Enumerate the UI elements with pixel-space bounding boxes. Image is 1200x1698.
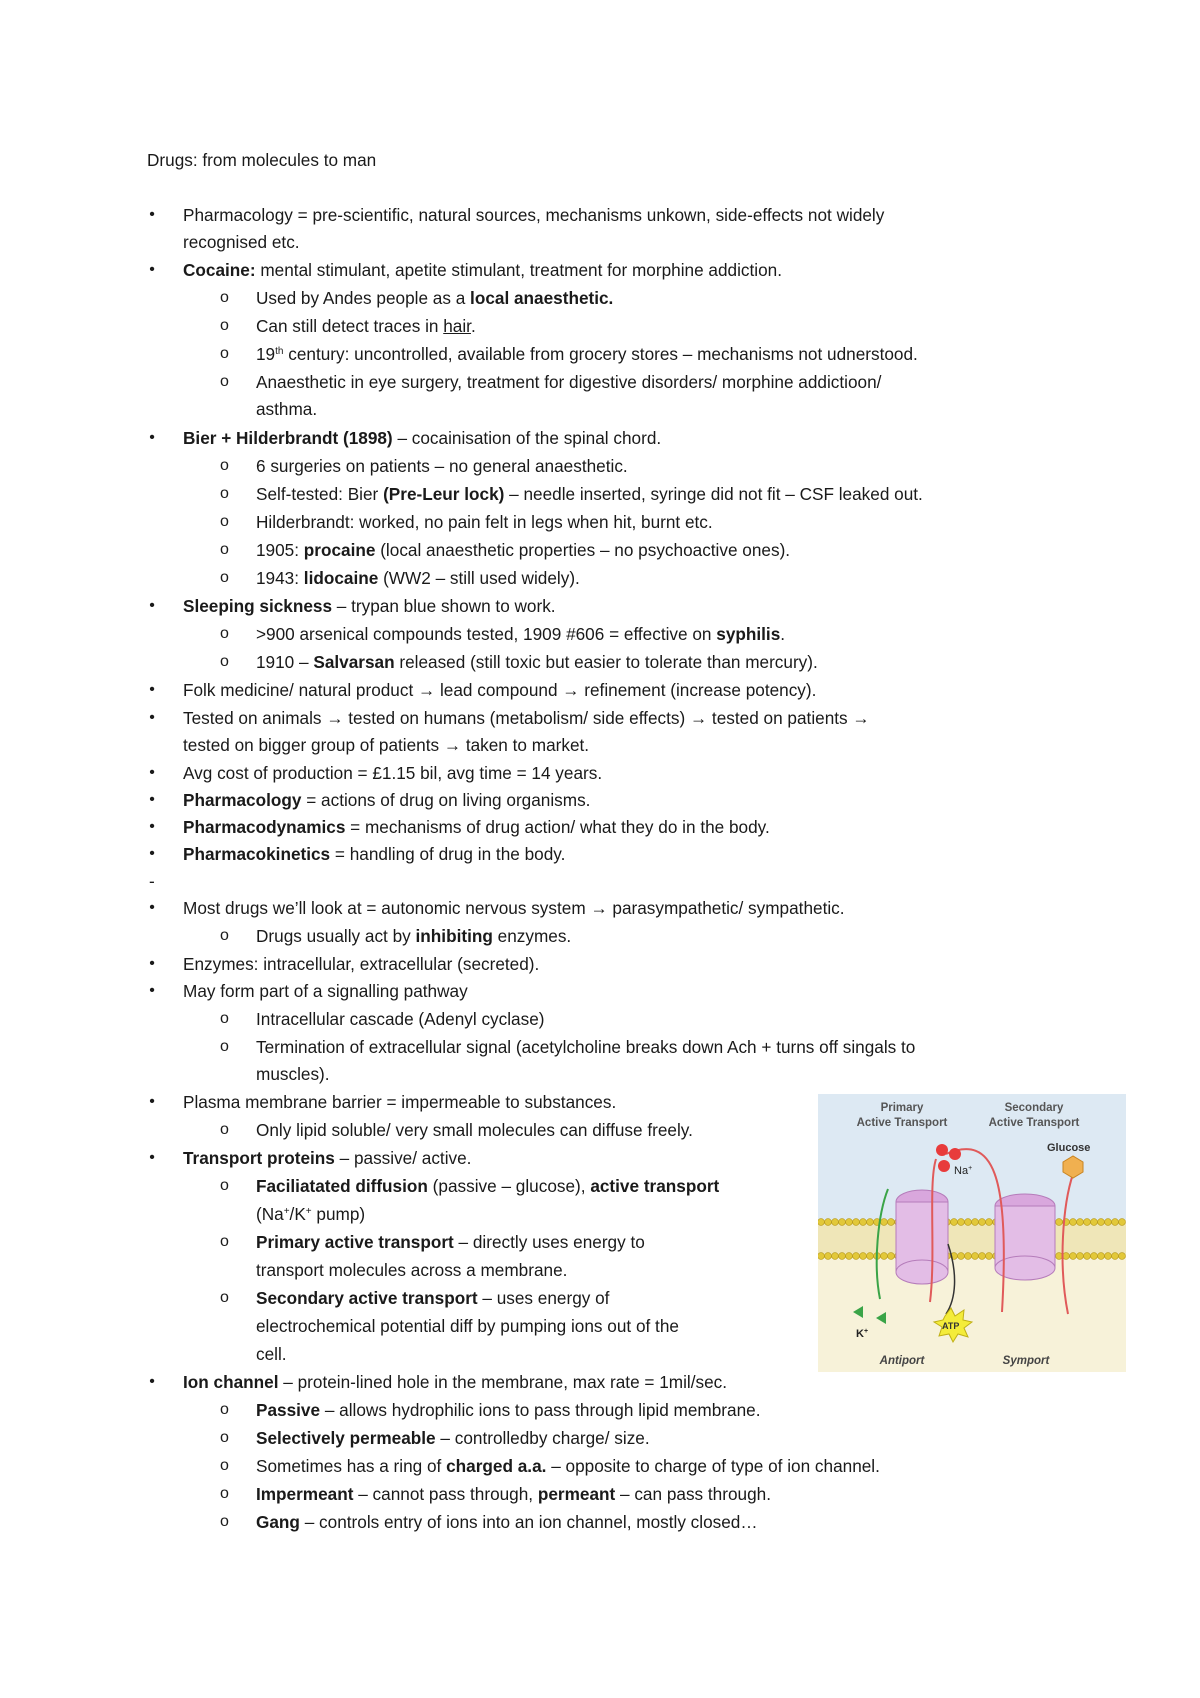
lipid-head <box>979 1219 986 1226</box>
list-item-continuation: recognised etc. <box>183 232 300 252</box>
lipid-head <box>832 1253 839 1260</box>
lipid-head <box>853 1253 860 1260</box>
text: – trypan blue shown to work. <box>332 596 556 616</box>
sub-list-item <box>256 1176 719 1196</box>
text: Folk medicine/ natural product <box>183 680 419 700</box>
sub-bullet-marker: o <box>220 289 229 306</box>
atp-label: ATP <box>942 1321 960 1331</box>
superscript: + <box>283 1206 290 1217</box>
text: Can still detect traces in <box>256 316 444 336</box>
keyword: Secondary active transport <box>256 1288 478 1308</box>
text: – controlledby charge/ size. <box>435 1428 650 1448</box>
keyword: Cocaine: <box>183 260 256 280</box>
lipid-head <box>853 1219 860 1226</box>
text: taken to market. <box>461 735 590 755</box>
lipid-head <box>986 1219 993 1226</box>
bullet-marker: • <box>149 955 155 972</box>
bullet-marker: • <box>149 818 155 835</box>
lipid-head <box>888 1219 895 1226</box>
sub-bullet-marker: o <box>220 541 229 558</box>
keyword: procaine <box>303 540 376 560</box>
text: 1905: <box>256 540 304 560</box>
sub-bullet-marker: o <box>220 485 229 502</box>
keyword: charged a.a. <box>446 1456 547 1476</box>
list-item <box>183 1372 727 1392</box>
text: – allows hydrophilic ions to pass through lipid membrane. <box>320 1400 761 1420</box>
text: mental stimulant, apetite stimulant, treatment for morphine addiction. <box>255 260 782 280</box>
lipid-head <box>825 1219 832 1226</box>
text: – protein-lined hole in the membrane, max rate = 1mil/sec. <box>278 1372 728 1392</box>
lipid-head <box>951 1219 958 1226</box>
sub-bullet-marker: o <box>220 1177 229 1194</box>
text: pump) <box>311 1204 366 1224</box>
bullet-marker: • <box>149 1093 155 1110</box>
bullet-marker: • <box>149 709 155 726</box>
sodium-ion <box>949 1148 961 1160</box>
sub-list-item <box>256 1512 758 1532</box>
text: – uses energy of <box>477 1288 610 1308</box>
sub-list-item-continuation: transport molecules across a membrane. <box>256 1260 568 1280</box>
sub-list-item-continuation: cell. <box>256 1344 287 1364</box>
sub-bullet-marker: o <box>220 927 229 944</box>
lipid-head <box>832 1219 839 1226</box>
bullet-marker: • <box>149 764 155 781</box>
bullet-marker: • <box>149 206 155 223</box>
lipid-head <box>1098 1253 1105 1260</box>
keyword: Sleeping sickness <box>183 596 333 616</box>
antiport-label: Antiport <box>879 1355 925 1367</box>
list-item <box>183 596 556 616</box>
lipid-head <box>1119 1219 1126 1226</box>
keyword: Gang <box>256 1512 300 1532</box>
sub-bullet-marker: o <box>220 1038 229 1055</box>
lipid-head <box>958 1253 965 1260</box>
lipid-head <box>1112 1219 1119 1226</box>
sub-bullet-marker: o <box>220 1401 229 1418</box>
keyword: Ion channel <box>183 1372 279 1392</box>
sub-bullet-marker: o <box>220 317 229 334</box>
list-item: May form part of a signalling pathway <box>183 981 468 1001</box>
text: enzymes. <box>492 926 572 946</box>
text: . <box>470 316 476 336</box>
text: . <box>780 624 786 644</box>
text: – needle inserted, syringe did not fit – CSF leaked out. <box>504 484 923 504</box>
sub-list-item <box>256 1428 650 1448</box>
keyword: Faciliatated diffusion <box>256 1176 428 1196</box>
arrow-icon: → <box>689 708 708 728</box>
lipid-head <box>965 1219 972 1226</box>
glucose-label: Glucose <box>1047 1142 1091 1154</box>
keyword: Primary active transport <box>256 1232 454 1252</box>
arrow-icon: → <box>562 680 580 700</box>
text: – can pass through. <box>615 1484 771 1504</box>
list-item <box>183 817 770 837</box>
lipid-head <box>860 1219 867 1226</box>
text: century: uncontrolled, available from grocery stores – mechanisms not udnerstood. <box>283 344 918 364</box>
sub-list-item <box>256 484 923 504</box>
text: (passive – glucose), <box>427 1176 591 1196</box>
sub-list-item <box>256 288 613 308</box>
sodium-label: Na+ <box>954 1165 973 1177</box>
text: Used by Andes people as a <box>256 288 471 308</box>
lipid-head <box>846 1219 853 1226</box>
superscript: + <box>305 1206 312 1217</box>
text: refinement (increase potency). <box>579 680 817 700</box>
dash-marker: - <box>149 871 155 891</box>
lipid-head <box>972 1253 979 1260</box>
lipid-head <box>986 1253 993 1260</box>
sub-list-item: Only lipid soluble/ very small molecules can diffuse freely. <box>256 1120 693 1140</box>
sub-bullet-marker: o <box>220 457 229 474</box>
lipid-head <box>860 1253 867 1260</box>
secondary-title-line2: Active Transport <box>988 1117 1080 1129</box>
text: – directly uses energy to <box>453 1232 645 1252</box>
primary-title-line2: Active Transport <box>856 1117 948 1129</box>
sub-bullet-marker: o <box>220 625 229 642</box>
sub-list-item <box>256 1232 645 1252</box>
bullet-marker: • <box>149 982 155 999</box>
bullet-marker: • <box>149 791 155 808</box>
sub-list-item <box>256 540 790 560</box>
text: Drugs usually act by <box>256 926 416 946</box>
lipid-head <box>881 1219 888 1226</box>
lipid-head <box>1070 1219 1077 1226</box>
arrow-icon: → <box>326 708 344 728</box>
lipid-head <box>818 1219 824 1226</box>
lipid-head <box>1091 1253 1098 1260</box>
sub-bullet-marker: o <box>220 653 229 670</box>
list-item <box>183 1148 471 1168</box>
list-item <box>183 790 590 810</box>
text: – cocainisation of the spinal chord. <box>392 428 662 448</box>
keyword: Transport proteins <box>183 1148 335 1168</box>
lipid-head <box>1063 1253 1070 1260</box>
sodium-ion <box>938 1160 950 1172</box>
bullet-marker: • <box>149 597 155 614</box>
sub-list-item <box>256 652 818 672</box>
sub-list-item <box>256 624 785 644</box>
text: – controls entry of ions into an ion channel, mostly closed… <box>299 1512 758 1532</box>
sub-bullet-marker: o <box>220 1010 229 1027</box>
bullet-marker: • <box>149 845 155 862</box>
sub-list-item <box>256 1484 771 1504</box>
lipid-head <box>1112 1253 1119 1260</box>
list-item-continuation <box>183 735 589 755</box>
keyword: (Pre-Leur lock) <box>383 484 505 504</box>
sub-list-item: Termination of extracellular signal (acetylcholine breaks down Ach + turns off singals to <box>256 1037 916 1057</box>
text: (WW2 – still used widely). <box>378 568 580 588</box>
text: parasympathetic/ sympathetic. <box>607 898 845 918</box>
list-item <box>183 844 565 864</box>
list-item <box>183 680 816 700</box>
lipid-head <box>1091 1219 1098 1226</box>
sub-list-item: 6 surgeries on patients – no general anaesthetic. <box>256 456 628 476</box>
lipid-head <box>867 1253 874 1260</box>
lipid-bilayer <box>818 1219 1126 1260</box>
primary-title-line1: Primary <box>880 1102 924 1114</box>
lipid-head <box>1056 1253 1063 1260</box>
lipid-head <box>1098 1219 1105 1226</box>
sub-list-item-continuation: electrochemical potential diff by pumping ions out of the <box>256 1316 679 1336</box>
bullet-marker: • <box>149 429 155 446</box>
primary-pump-protein <box>896 1190 948 1284</box>
list-item <box>183 428 661 448</box>
sub-bullet-marker: o <box>220 569 229 586</box>
text: = actions of drug on living organisms. <box>301 790 591 810</box>
sub-list-item: Intracellular cascade (Adenyl cyclase) <box>256 1009 545 1029</box>
text: – cannot pass through, <box>353 1484 538 1504</box>
bullet-marker: • <box>149 1149 155 1166</box>
text: Sometimes has a ring of <box>256 1456 447 1476</box>
lipid-head <box>1077 1253 1084 1260</box>
text: tested on bigger group of patients <box>183 735 444 755</box>
sub-list-item <box>256 344 918 364</box>
text: Self-tested: Bier <box>256 484 384 504</box>
lipid-head <box>839 1253 846 1260</box>
sub-list-item <box>256 1400 760 1420</box>
sub-bullet-marker: o <box>220 1513 229 1530</box>
keyword: active transport <box>590 1176 720 1196</box>
page-title: Drugs: from molecules to man <box>147 150 377 170</box>
keyword: Impermeant <box>256 1484 354 1504</box>
lipid-head <box>958 1219 965 1226</box>
lipid-head <box>867 1219 874 1226</box>
underlined-word: hair <box>443 316 471 336</box>
sub-list-item: Hilderbrandt: worked, no pain felt in legs when hit, burnt etc. <box>256 512 713 532</box>
sub-list-item <box>256 1456 880 1476</box>
text: 19 <box>256 344 276 364</box>
text: Most drugs we’ll look at = autonomic nervous system <box>183 898 591 918</box>
sub-list-item-continuation: muscles). <box>256 1064 330 1084</box>
keyword: Pharmacology <box>183 790 302 810</box>
active-transport-diagram <box>818 1094 1126 1372</box>
sub-list-item: Anaesthetic in eye surgery, treatment for digestive disorders/ morphine addictioon/ <box>256 372 882 392</box>
sodium-ion <box>936 1144 948 1156</box>
symport-label: Symport <box>1002 1355 1050 1367</box>
text: Tested on animals <box>183 708 327 728</box>
text: = mechanisms of drug action/ what they do in the body. <box>345 817 770 837</box>
arrow-icon: → <box>418 680 436 700</box>
sub-list-item <box>256 1288 609 1308</box>
keyword: Bier + Hilderbrandt (1898) <box>183 428 393 448</box>
keyword: Pharmacokinetics <box>183 844 331 864</box>
lipid-head <box>979 1253 986 1260</box>
potassium-label: K+ <box>856 1328 869 1340</box>
text: tested on patients <box>707 708 853 728</box>
list-item <box>183 708 870 728</box>
keyword: lidocaine <box>303 568 379 588</box>
superscript: th <box>275 346 284 357</box>
keyword: local anaesthetic. <box>470 288 614 308</box>
list-item <box>183 260 782 280</box>
list-item: Enzymes: intracellular, extracellular (secreted). <box>183 954 540 974</box>
lipid-tail-band <box>818 1220 1126 1258</box>
sub-list-item <box>256 926 571 946</box>
arrow-icon: → <box>852 708 870 728</box>
bullet-marker: • <box>149 681 155 698</box>
bullet-marker: • <box>149 899 155 916</box>
lipid-head <box>1056 1219 1063 1226</box>
sub-bullet-marker: o <box>220 1485 229 1502</box>
sub-list-item-continuation <box>256 1204 365 1224</box>
lipid-head <box>1105 1219 1112 1226</box>
lipid-head <box>965 1253 972 1260</box>
list-item <box>183 898 845 918</box>
text: /K <box>289 1204 306 1224</box>
text: lead compound <box>435 680 563 700</box>
keyword: Salvarsan <box>313 652 395 672</box>
sub-list-item <box>256 316 476 336</box>
lipid-head <box>888 1253 895 1260</box>
text: 1910 – <box>256 652 314 672</box>
bullet-marker: • <box>149 1373 155 1390</box>
text: tested on humans (metabolism/ side effects) <box>343 708 690 728</box>
lipid-head <box>1077 1219 1084 1226</box>
bullet-marker: • <box>149 261 155 278</box>
text: 1943: <box>256 568 304 588</box>
lipid-head <box>1084 1219 1091 1226</box>
lipid-head <box>1119 1253 1126 1260</box>
keyword: Selectively permeable <box>256 1428 436 1448</box>
lipid-head <box>881 1253 888 1260</box>
keyword: Passive <box>256 1400 321 1420</box>
keyword: permeant <box>537 1484 616 1504</box>
sub-bullet-marker: o <box>220 1457 229 1474</box>
sub-bullet-marker: o <box>220 513 229 530</box>
text: – opposite to charge of type of ion channel. <box>546 1456 880 1476</box>
sub-list-item-continuation: asthma. <box>256 399 318 419</box>
lipid-head <box>1084 1253 1091 1260</box>
list-item: Plasma membrane barrier = impermeable to substances. <box>183 1092 617 1112</box>
sub-bullet-marker: o <box>220 1289 229 1306</box>
list-item: Pharmacology = pre-scientific, natural sources, mechanisms unkown, side-effects not widely <box>183 205 885 225</box>
arrow-icon: → <box>590 898 608 918</box>
lipid-head <box>818 1253 824 1260</box>
text: (local anaesthetic properties – no psychoactive ones). <box>375 540 791 560</box>
keyword: Pharmacodynamics <box>183 817 346 837</box>
sub-bullet-marker: o <box>220 1233 229 1250</box>
arrow-icon: → <box>443 735 462 755</box>
lipid-head <box>825 1253 832 1260</box>
text: released (still toxic but easier to tolerate than mercury). <box>394 652 818 672</box>
lipid-head <box>1070 1253 1077 1260</box>
keyword: inhibiting <box>415 926 493 946</box>
text: (Na <box>256 1204 284 1224</box>
sub-bullet-marker: o <box>220 1121 229 1138</box>
sub-bullet-marker: o <box>220 373 229 390</box>
text: >900 arsenical compounds tested, 1909 #606 = effective on <box>256 624 717 644</box>
text: – passive/ active. <box>334 1148 472 1168</box>
sub-bullet-marker: o <box>220 1429 229 1446</box>
lipid-head <box>1105 1253 1112 1260</box>
sub-bullet-marker: o <box>220 345 229 362</box>
lipid-head <box>846 1253 853 1260</box>
text: = handling of drug in the body. <box>330 844 566 864</box>
keyword: syphilis <box>716 624 781 644</box>
sub-list-item <box>256 568 580 588</box>
secondary-title-line1: Secondary <box>1004 1102 1064 1114</box>
list-item: Avg cost of production = £1.15 bil, avg time = 14 years. <box>183 763 603 783</box>
lipid-head <box>972 1219 979 1226</box>
lipid-head <box>839 1219 846 1226</box>
